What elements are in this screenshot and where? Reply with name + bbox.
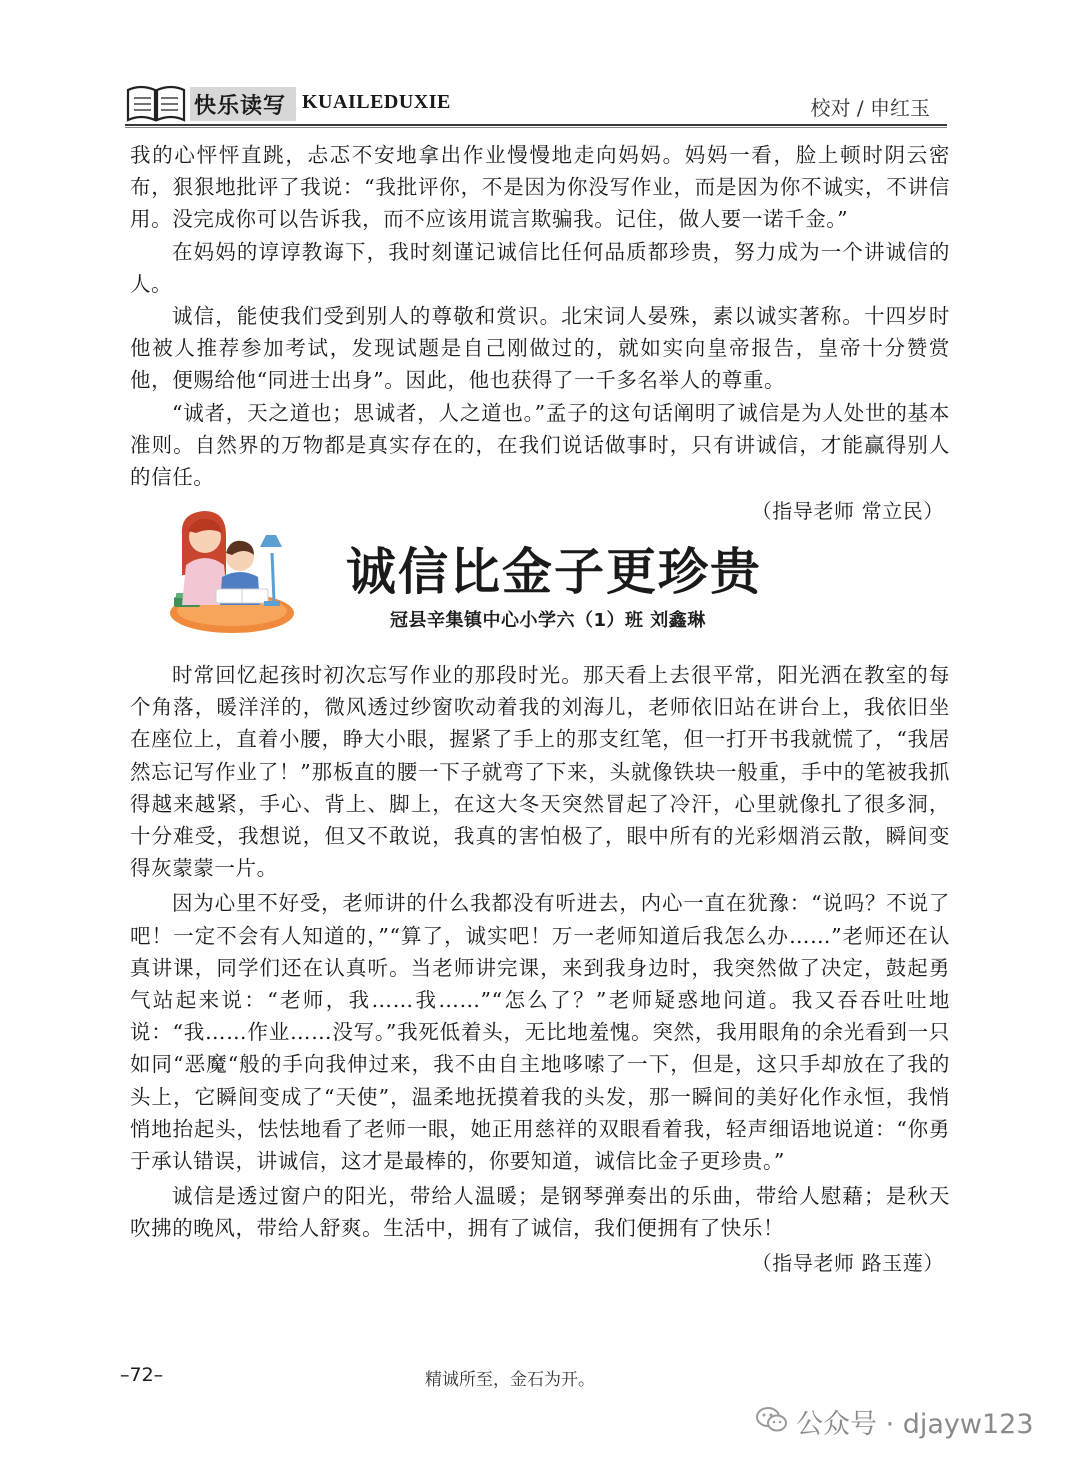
footer-motto: 精诚所至，金石为开。 (425, 1370, 595, 1390)
paragraph: “诚者，天之道也；思诚者，人之道也。”孟子的这句话阐明了诚信是为人处世的基本准则。自然界的万物都是真实存在的，在我们说话做事时，只有讲诚信，才能赢得别人的信任。 (130, 400, 950, 490)
page-number: –72– (120, 1364, 164, 1386)
paragraph: 我的心怦怦直跳，忐忑不安地拿出作业慢慢地走向妈妈。妈妈一看，脸上顿时阴云密布，狠狠地批评了我说：“我批评你，不是因为你没写作业，而是因为你不诚实，不讲信用。没完成你可以告诉我，而不应该用谎言欺骗我。记住，做人要一诺千金。” (130, 143, 950, 232)
paragraph: 诚信，能使我们受到别人的尊敬和赏识。北宋词人晏殊，素以诚实著称。十四岁时他被人推荐参加考试，发现试题是自己刚做过的，就如实向皇帝报告，皇帝十分赞赏他，便赐给他“同进士出身”。因此，他也获得了一千多名举人的尊重。 (130, 304, 950, 393)
paragraph: 因为心里不好受，老师讲的什么我都没有听进去，内心一直在犹豫：“说吗？不说了吧！一定不会有人知道的，”“算了，诚实吧！万一老师知道后我怎么办……”老师还在认真讲课，同学们还在认真听。当老师讲完课，来到我身边时，我突然做了决定，鼓起勇气站起来说：“老师，我……我……”“怎么了？”老师疑惑地问道。我又吞吞吐吐地说：“我……作业……没写。”我死低着头，无比地羞愧。突然，我用眼角的余光看到一只如同“恶魔“般的手向我伸过来，我不由自主地哆嗦了一下，但是，这只手却放在了我的头上，它瞬间变成了“天使”，温柔地抚摸着我的头发，那一瞬间的美好化作永恒，我悄悄地抬起头，怯怯地看了老师一眼，她正用慈祥的双眼看着我，轻声细语地说道：“你勇于承认错误，讲诚信，这才是最棒的，你要知道，诚信比金子更珍贵。” (130, 891, 950, 1174)
magazine-name-block (190, 87, 650, 121)
header-divider-thin (125, 127, 947, 128)
paragraph: 在妈妈的谆谆教诲下，我时刻谨记诚信比任何品质都珍贵，努力成为一个讲诚信的人。 (130, 239, 950, 296)
magazine-title-cn: 快乐读写 (194, 94, 287, 119)
page-header (0, 0, 1080, 130)
mother-child-reading-illustration (160, 505, 295, 635)
previous-article-continuation (130, 139, 950, 527)
magazine-title-en: KUAILEDUXIE (302, 91, 451, 113)
header-divider (125, 124, 947, 126)
paragraph: 诚信是透过窗户的阳光，带给人温暖；是钢琴弹奏出的乐曲，带给人慰藉；是秋天吹拂的晚风，带给人舒爽。生活中，拥有了诚信，我们便拥有了快乐！ (130, 1184, 950, 1241)
author-byline: 冠县辛集镇中心小学六（1）班 刘鑫琳 (390, 610, 706, 631)
open-book-icon (125, 80, 187, 124)
article-title: 诚信比金子更珍贵 (346, 543, 762, 601)
wechat-icon (756, 1406, 788, 1434)
watermark-text: 公众号 · djayw123 (796, 1409, 1034, 1440)
teacher-credit: （指导老师 路玉莲） (751, 1250, 944, 1275)
proofreader-credit: 校对 / 申红玉 (810, 96, 930, 120)
teacher-credit: （指导老师 常立民） (751, 499, 944, 524)
article-body (130, 659, 950, 1279)
paragraph: 时常回忆起孩时初次忘写作业的那段时光。那天看上去很平常，阳光洒在教室的每个角落，暖洋洋的，微风透过纱窗吹动着我的刘海儿，老师依旧站在讲台上，我依旧坐在座位上，直着小腰，睁大小眼，握紧了手上的那支红笔，但一打开书我就慌了，“我居然忘记写作业了！”那板直的腰一下子就弯了下来，头就像铁块一般重，手中的笔被我抓得越来越紧，手心、背上、脚上，在这大冬天突然冒起了冷汗，心里就像扎了很多洞，十分难受，我想说，但又不敢说，我真的害怕极了，眼中所有的光彩烟消云散，瞬间变得灰蒙蒙一片。 (130, 663, 950, 881)
